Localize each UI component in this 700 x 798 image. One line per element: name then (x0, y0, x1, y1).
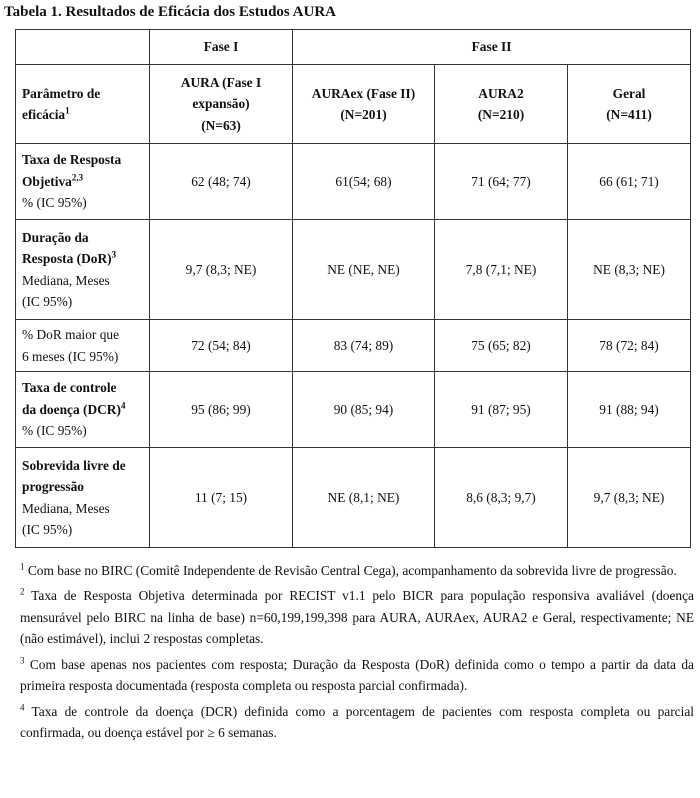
table-cell: 91 (88; 94) (568, 372, 691, 448)
col-aura2-line2: (N=210) (477, 107, 525, 122)
table-cell: 9,7 (8,3; NE) (568, 448, 691, 548)
row-label-normal: 6 meses (IC 95%) (22, 348, 119, 364)
col-geral-header (568, 65, 691, 144)
col-auraex-header (293, 65, 435, 144)
col-aura-line1: AURA (Fase I (180, 74, 262, 90)
phase2-header: Fase II (293, 30, 691, 65)
table-cell: 62 (48; 74) (150, 144, 293, 220)
footnotes (20, 560, 694, 748)
table-cell: 61(54; 68) (293, 144, 435, 220)
table-row (16, 372, 691, 448)
footnote-2 (20, 585, 694, 649)
table-cell: 90 (85; 94) (293, 372, 435, 448)
footnote-mark: 3 (20, 655, 25, 666)
row-label (16, 320, 150, 372)
row-label-bold: Duração da (22, 229, 89, 245)
table-cell: 75 (65; 82) (435, 320, 568, 372)
table-cell: NE (NE, NE) (293, 220, 435, 320)
table-row (16, 220, 691, 320)
col-auraex-line2: (N=201) (340, 107, 387, 122)
row-label-normal: % (IC 95%) (22, 195, 87, 211)
footnote-1 (20, 560, 694, 581)
row-label-normal: (IC 95%) (22, 521, 73, 537)
footnote-mark: 4 (20, 702, 25, 713)
row-label (16, 372, 150, 448)
phase1-header: Fase I (150, 30, 293, 65)
col-aura-line2: expansão) (192, 96, 250, 112)
table-cell: 8,6 (8,3; 9,7) (435, 448, 568, 548)
table-cell: 7,8 (7,1; NE) (435, 220, 568, 320)
param-header-line2: eficácia (22, 107, 66, 122)
empty-header-cell (16, 30, 150, 65)
table-cell: 66 (61; 71) (568, 144, 691, 220)
row-label-sup: 3 (111, 249, 117, 260)
footnote-4 (20, 701, 694, 744)
param-header-line1: Parâmetro de (22, 85, 101, 101)
footnote-text: Com base apenas nos pacientes com resposta; Duração da Resposta (DoR) definida como o tempo a partir da data da primeira resposta documentada (resposta completa ou resposta parcial confirmada). (20, 656, 694, 694)
col-aura-line3: (N=63) (201, 117, 241, 133)
table-row (16, 144, 691, 220)
row-label-normal: % (IC 95%) (22, 423, 87, 439)
param-header (16, 65, 150, 144)
table-cell: NE (8,3; NE) (568, 220, 691, 320)
row-label-bold: Taxa de controle (22, 380, 117, 396)
row-label-bold: Objetiva (22, 173, 72, 189)
row-label (16, 448, 150, 548)
footnote-text: Taxa de controle da doença (DCR) definida como a porcentagem de pacientes com resposta completa ou parcial confirmada, ou doença estável por ≥ 6 semanas. (20, 703, 695, 741)
table-cell: 9,7 (8,3; NE) (150, 220, 293, 320)
footnote-mark: 2 (20, 586, 25, 597)
table-cell: 71 (64; 77) (435, 144, 568, 220)
col-geral-line2: (N=411) (606, 107, 652, 122)
footnote-text: Taxa de Resposta Objetiva determinada por RECIST v1.1 pelo BICR para população responsiva avaliável (doença mensurável pelo BIRC na linha de base) n=60,199,199,398 para AURA, AURAex, AURA2 e Geral, respectivamente; NE (não estimável), inclui 2 respostas completas. (20, 588, 695, 647)
row-label-normal: % DoR maior que (22, 327, 120, 343)
col-geral-line1: Geral (612, 85, 646, 101)
header-row-phase (16, 30, 691, 65)
table-cell: 11 (7; 15) (150, 448, 293, 548)
table-cell: NE (8,1; NE) (293, 448, 435, 548)
col-aura2-header (435, 65, 568, 144)
table-cell: 78 (72; 84) (568, 320, 691, 372)
footnote-text: Com base no BIRC (Comitê Independente de Revisão Central Cega), acompanhamento da sobrevida livre de progressão. (27, 563, 677, 578)
row-label-normal: Mediana, Meses (22, 272, 110, 288)
row-label-bold: Taxa de Resposta (22, 152, 122, 168)
table-cell: 72 (54; 84) (150, 320, 293, 372)
row-label-bold: da doença (DCR) (22, 401, 121, 417)
table-cell: 83 (74; 89) (293, 320, 435, 372)
col-aura2-line1: AURA2 (478, 85, 524, 101)
row-label-bold: Sobrevida livre de (22, 457, 126, 473)
row-label-normal: (IC 95%) (22, 293, 73, 309)
row-label-sup: 4 (120, 400, 126, 411)
row-label (16, 144, 150, 220)
row-label (16, 220, 150, 320)
col-auraex-line1: AURAex (Fase II) (311, 85, 416, 101)
table-row (16, 448, 691, 548)
row-label-bold: progressão (22, 479, 84, 495)
table-title: Tabela 1. Resultados de Eficácia dos Estudos AURA (4, 4, 336, 20)
table-cell: 95 (86; 99) (150, 372, 293, 448)
row-label-normal: Mediana, Meses (22, 500, 110, 516)
footnote-mark: 1 (20, 561, 25, 572)
header-row-columns (16, 65, 691, 144)
table-row (16, 320, 691, 372)
col-aura-header (150, 65, 293, 144)
efficacy-table (15, 29, 691, 548)
row-label-bold: Resposta (DoR) (22, 251, 112, 267)
table-cell: 91 (87; 95) (435, 372, 568, 448)
row-label-sup: 2,3 (71, 172, 84, 183)
footnote-3 (20, 654, 694, 697)
param-header-sup: 1 (65, 105, 70, 116)
